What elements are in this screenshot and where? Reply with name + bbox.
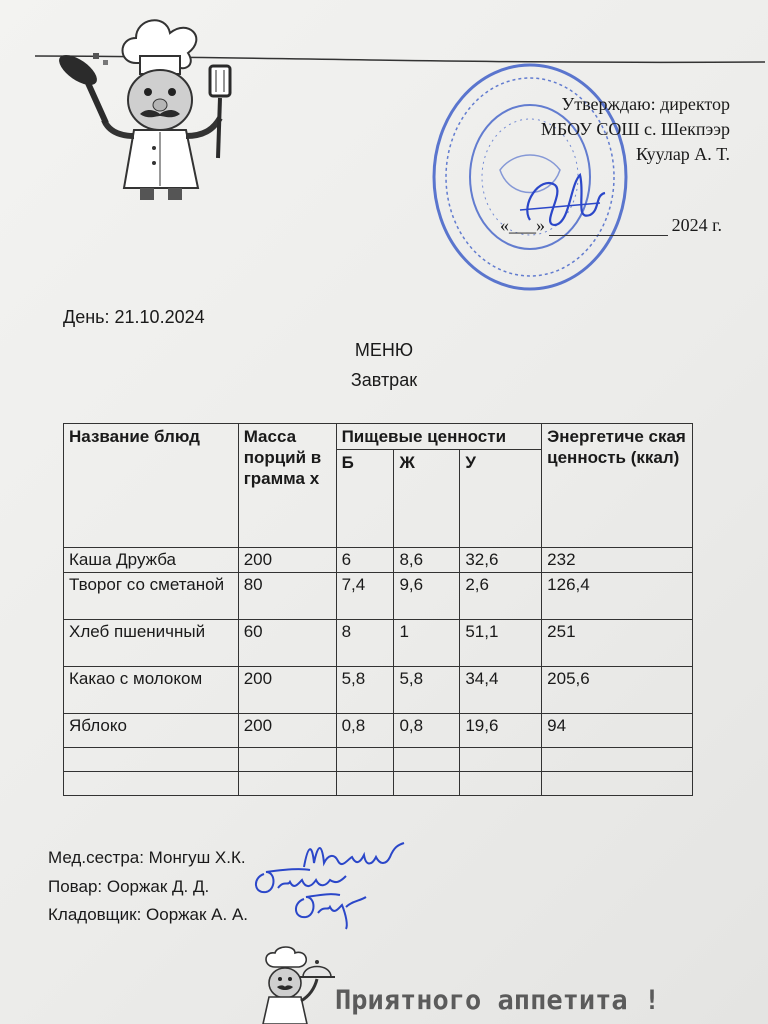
- table-row: [64, 714, 693, 748]
- dish-protein: 5,8: [336, 667, 394, 714]
- dish-name: Хлеб пшеничный: [64, 620, 239, 667]
- dish-energy: 232: [542, 548, 693, 573]
- dish-fat: 1: [394, 620, 460, 667]
- table-row: [64, 573, 693, 620]
- dish-fat: 8,6: [394, 548, 460, 573]
- dish-name: Яблоко: [64, 714, 239, 748]
- meal-title: Завтрак: [350, 370, 418, 390]
- table-row: [64, 620, 693, 667]
- dish-carbs: 32,6: [460, 548, 542, 573]
- approval-school: МБОУ СОШ с. Шекпээр: [540, 119, 730, 139]
- dish-energy: 251: [542, 620, 693, 667]
- header-nutrition: Пищевые ценности: [336, 424, 542, 450]
- chef-waiter-illustration: [255, 945, 335, 1024]
- menu-table: [63, 423, 693, 796]
- approval-block: [470, 92, 730, 167]
- dish-energy: 126,4: [542, 573, 693, 620]
- table-row-empty: [64, 748, 693, 772]
- dish-protein: 7,4: [336, 573, 394, 620]
- dish-protein: 0,8: [336, 714, 394, 748]
- dish-carbs: 34,4: [460, 667, 542, 714]
- dish-mass: 200: [238, 667, 336, 714]
- dish-fat: 5,8: [394, 667, 460, 714]
- dish-fat: 9,6: [394, 573, 460, 620]
- director-signature: [510, 165, 610, 235]
- staff-storekeeper: Кладовщик: Ооржак А. А.: [48, 905, 249, 924]
- dish-mass: 60: [238, 620, 336, 667]
- header-fat: Ж: [394, 450, 460, 548]
- dish-name: Творог со сметаной: [64, 573, 239, 620]
- table-row: [64, 548, 693, 573]
- approval-director-name: Куулар А. Т.: [635, 144, 730, 164]
- staff-cook: Повар: Ооржак Д. Д.: [48, 877, 210, 896]
- staff-nurse: Мед.сестра: Монгуш Х.К.: [48, 848, 246, 867]
- footer-bon-appetit: Приятного аппетита !: [335, 985, 661, 1016]
- header-protein: Б: [336, 450, 394, 548]
- chef-illustration: [48, 8, 248, 208]
- dish-protein: 6: [336, 548, 394, 573]
- header-carbs: У: [460, 450, 542, 548]
- dish-mass: 200: [238, 714, 336, 748]
- header-dish-name: Название блюд: [64, 424, 239, 548]
- dish-carbs: 51,1: [460, 620, 542, 667]
- header-energy: Энергетиче ская ценность (ккал): [542, 424, 693, 548]
- dish-mass: 80: [238, 573, 336, 620]
- dish-energy: 205,6: [542, 667, 693, 714]
- approval-position: Утверждаю: директор: [561, 94, 730, 114]
- approval-date-year: 2024 г.: [671, 215, 722, 235]
- approval-date-day: «___»: [500, 215, 545, 235]
- dish-protein: 8: [336, 620, 394, 667]
- storekeeper-signature: [290, 885, 370, 930]
- dish-name: Какао с молоком: [64, 667, 239, 714]
- table-row-empty: [64, 772, 693, 796]
- table-row: [64, 667, 693, 714]
- table-header-row: [64, 424, 693, 450]
- dish-carbs: 2,6: [460, 573, 542, 620]
- dish-name: Каша Дружба: [64, 548, 239, 573]
- dish-fat: 0,8: [394, 714, 460, 748]
- dish-mass: 200: [238, 548, 336, 573]
- header-portion-mass: Масса порций в грамма х: [238, 424, 336, 548]
- menu-title: МЕНЮ: [354, 340, 414, 360]
- menu-day: День: 21.10.2024: [63, 307, 205, 327]
- dish-energy: 94: [542, 714, 693, 748]
- dish-carbs: 19,6: [460, 714, 542, 748]
